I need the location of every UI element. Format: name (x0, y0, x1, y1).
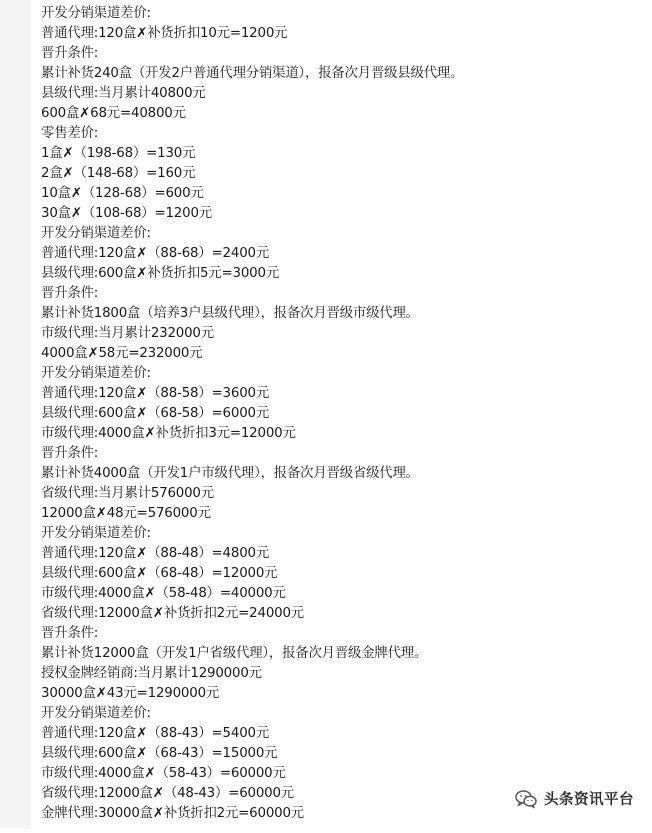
text-line: 市级代理:4000盒✗（58-48）=40000元 (41, 586, 286, 601)
text-line: 省级代理:12000盒✗补货折扣2元=24000元 (41, 606, 304, 621)
text-line: 开发分销渠道差价: (41, 366, 151, 381)
text-line: 开发分销渠道差价: (41, 526, 151, 541)
text-line: 普通代理:120盒✗（88-58）=3600元 (41, 386, 270, 401)
text-line: 2盒✗（148-68）=160元 (41, 166, 196, 181)
text-line: 晋升条件: (41, 446, 99, 461)
text-line: 市级代理:4000盒✗补货折扣3元=12000元 (41, 426, 296, 441)
text-line: 市级代理:4000盒✗（58-43）=60000元 (41, 766, 286, 781)
text-line: 开发分销渠道差价: (41, 706, 151, 721)
text-line: 4000盒✗58元=232000元 (41, 346, 203, 361)
text-line: 开发分销渠道差价: (41, 6, 151, 21)
text-line: 1盒✗（198-68）=130元 (41, 146, 196, 161)
text-line: 普通代理:120盒✗（88-48）=4800元 (41, 546, 270, 561)
watermark (514, 788, 634, 809)
text-line: 市级代理:当月累计232000元 (41, 326, 214, 341)
text-line: 累计补货1800盒（培养3户县级代理），报备次月晋级市级代理。 (41, 306, 419, 321)
text-line: 10盒✗（128-68）=600元 (41, 186, 204, 201)
text-line: 普通代理:120盒✗补货折扣10元=1200元 (41, 26, 288, 41)
text-line: 省级代理:当月累计576000元 (41, 486, 214, 501)
text-line: 普通代理:120盒✗（88-43）=5400元 (41, 726, 270, 741)
left-gutter (0, 0, 30, 829)
text-line: 晋升条件: (41, 46, 99, 61)
text-line: 零售差价: (41, 126, 99, 141)
document-body (41, 4, 646, 833)
text-line: 开发分销渠道差价: (41, 226, 151, 241)
text-line: 授权金牌经销商:当月累计1290000元 (41, 666, 262, 681)
text-line: 普通代理:120盒✗（88-68）=2400元 (41, 246, 270, 261)
watermark-text: 头条资讯平台 (544, 792, 634, 808)
text-line: 30000盒✗43元=1290000元 (41, 686, 220, 701)
text-line: 县级代理:600盒✗（68-43）=15000元 (41, 746, 278, 761)
text-line: 600盒✗68元=40800元 (41, 106, 186, 121)
text-line: 晋升条件: (41, 286, 99, 301)
text-line: 12000盒✗48元=576000元 (41, 506, 211, 521)
text-line: 累计补货12000盒（开发1户省级代理），报备次月晋级金牌代理。 (41, 646, 428, 661)
text-line: 县级代理:600盒✗（68-58）=6000元 (41, 406, 270, 421)
text-line: 县级代理:600盒✗补货折扣5元=3000元 (41, 266, 280, 281)
text-line: 30盒✗（108-68）=1200元 (41, 206, 212, 221)
text-line: 累计补货240盒（开发2户普通代理分销渠道），报备次月晋级县级代理。 (41, 66, 464, 81)
text-line: 晋升条件: (41, 626, 99, 641)
text-line: 县级代理:当月累计40800元 (41, 86, 206, 101)
text-line: 累计补货4000盒（开发1户市级代理），报备次月晋级省级代理。 (41, 466, 419, 481)
text-line: 县级代理:600盒✗（68-48）=12000元 (41, 566, 278, 581)
text-line: 省级代理:12000盒✗（48-43）=60000元 (41, 786, 294, 801)
wechat-icon (514, 789, 538, 809)
text-line: 金牌代理:30000盒✗补货折扣2元=60000元 (41, 806, 304, 821)
